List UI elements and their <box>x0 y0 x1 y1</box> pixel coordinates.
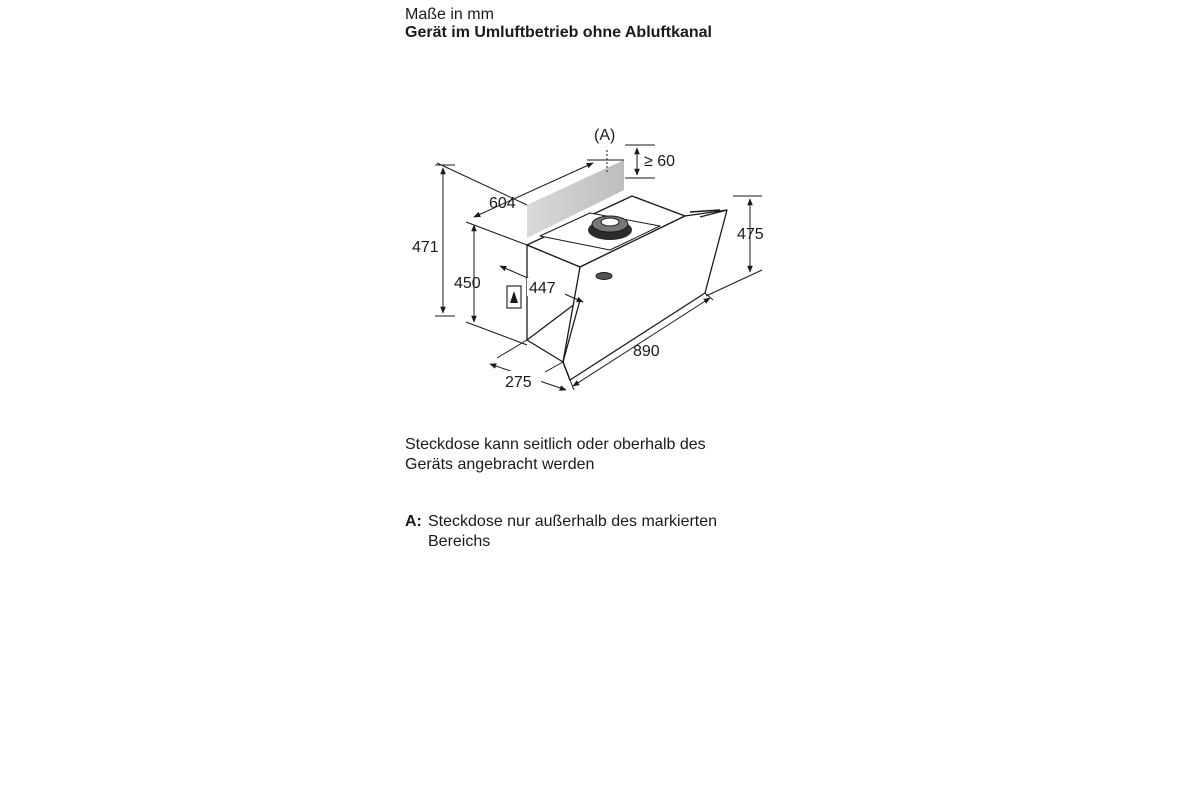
zone-label: (A) <box>594 127 616 144</box>
legend-text <box>428 512 818 552</box>
fan-motor <box>588 216 632 240</box>
diagram-title: Gerät im Umluftbetrieb ohne Abluftkanal <box>405 24 712 41</box>
socket-note-line-1: Steckdose kann seitlich oder oberhalb des <box>405 436 706 453</box>
top-width-label: 604 <box>489 195 516 212</box>
socket-icon <box>507 286 521 308</box>
units-label: Maße in mm <box>405 6 494 23</box>
total-height-label: 471 <box>412 239 439 256</box>
clearance-label: ≥ 60 <box>644 153 676 170</box>
legend-text-line-1: Steckdose nur außerhalb des markierten <box>428 513 718 530</box>
switch-detail <box>596 273 612 280</box>
body-height-label: 450 <box>454 275 481 292</box>
legend-text-line-2: Bereichs <box>428 533 491 550</box>
legend-key: A: <box>405 513 422 530</box>
socket-note-line-2: Geräts angebracht werden <box>405 456 595 473</box>
side-height-label: 475 <box>737 226 764 243</box>
depth-label: 447 <box>529 280 556 297</box>
front-width-label: 890 <box>633 343 660 360</box>
socket-note <box>405 435 825 475</box>
bottom-depth-label: 275 <box>505 374 532 391</box>
